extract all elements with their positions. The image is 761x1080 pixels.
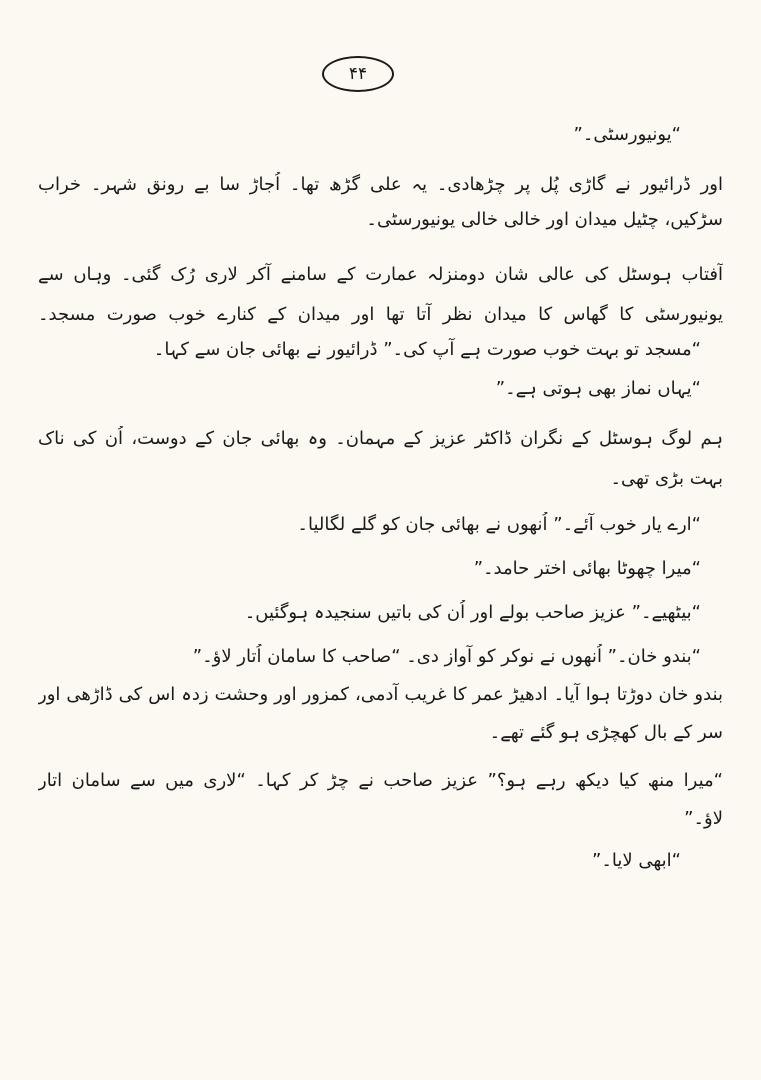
text-line: “ارے یار خوب آئے۔” اُنھوں نے بھائی جان کو گلے لگالیا۔ [297, 514, 701, 535]
text-line: اور ڈرائیور نے گاڑی پُل پر چڑھادی۔ یہ علی گڑھ تھا۔ اُجاڑ سا بے رونق شہر۔ خراب [38, 174, 723, 195]
page-number-badge: ۴۴ [322, 56, 394, 92]
text-line: “یہاں نماز بھی ہوتی ہے۔” [495, 378, 701, 399]
text-line: یونیورسٹی کا گھاس کا میدان نظر آتا تھا اور میدان کے کنارے خوب صورت مسجد۔ [38, 304, 723, 325]
text-line: “بندو خان۔” اُنھوں نے نوکر کو آواز دی۔ “صاحب کا سامان اُتار لاؤ۔” [192, 646, 701, 667]
text-line: ہم لوگ ہوسٹل کے نگران ڈاکٹر عزیز کے مہمان۔ وہ بھائی جان کے دوست، اُن کی ناک [38, 428, 723, 449]
text-line: “مسجد تو بہت خوب صورت ہے آپ کی۔” ڈرائیور نے بھائی جان سے کہا۔ [153, 339, 701, 360]
text-line: “بیٹھیے۔” عزیز صاحب بولے اور اُن کی باتیں سنجیدہ ہوگئیں۔ [244, 602, 701, 623]
text-line: “میرا چھوٹا بھائی اختر حامد۔” [473, 558, 701, 579]
text-line: لاؤ۔” [684, 808, 723, 829]
text-line: “یونیورسٹی۔” [573, 124, 681, 145]
text-line: “ابھی لایا۔” [592, 850, 681, 871]
text-line: بہت بڑی تھی۔ [610, 468, 723, 489]
text-line: “میرا منھ کیا دیکھ رہے ہو؟” عزیز صاحب نے چڑ کر کہا۔ “لاری میں سے سامان اتار [38, 770, 723, 791]
text-line: سڑکیں، چٹیل میدان اور خالی خالی یونیورسٹی۔ [366, 209, 723, 230]
text-line: بندو خان دوڑتا ہوا آیا۔ ادھیڑ عمر کا غریب آدمی، کمزور اور وحشت زدہ اس کی ڈاڑھی اور [38, 684, 723, 705]
text-line: آفتاب ہوسٹل کی عالی شان دومنزلہ عمارت کے سامنے آکر لاری رُک گئی۔ وہاں سے [38, 264, 723, 285]
text-line: سر کے بال کھچڑی ہو گئے تھے۔ [489, 722, 723, 743]
